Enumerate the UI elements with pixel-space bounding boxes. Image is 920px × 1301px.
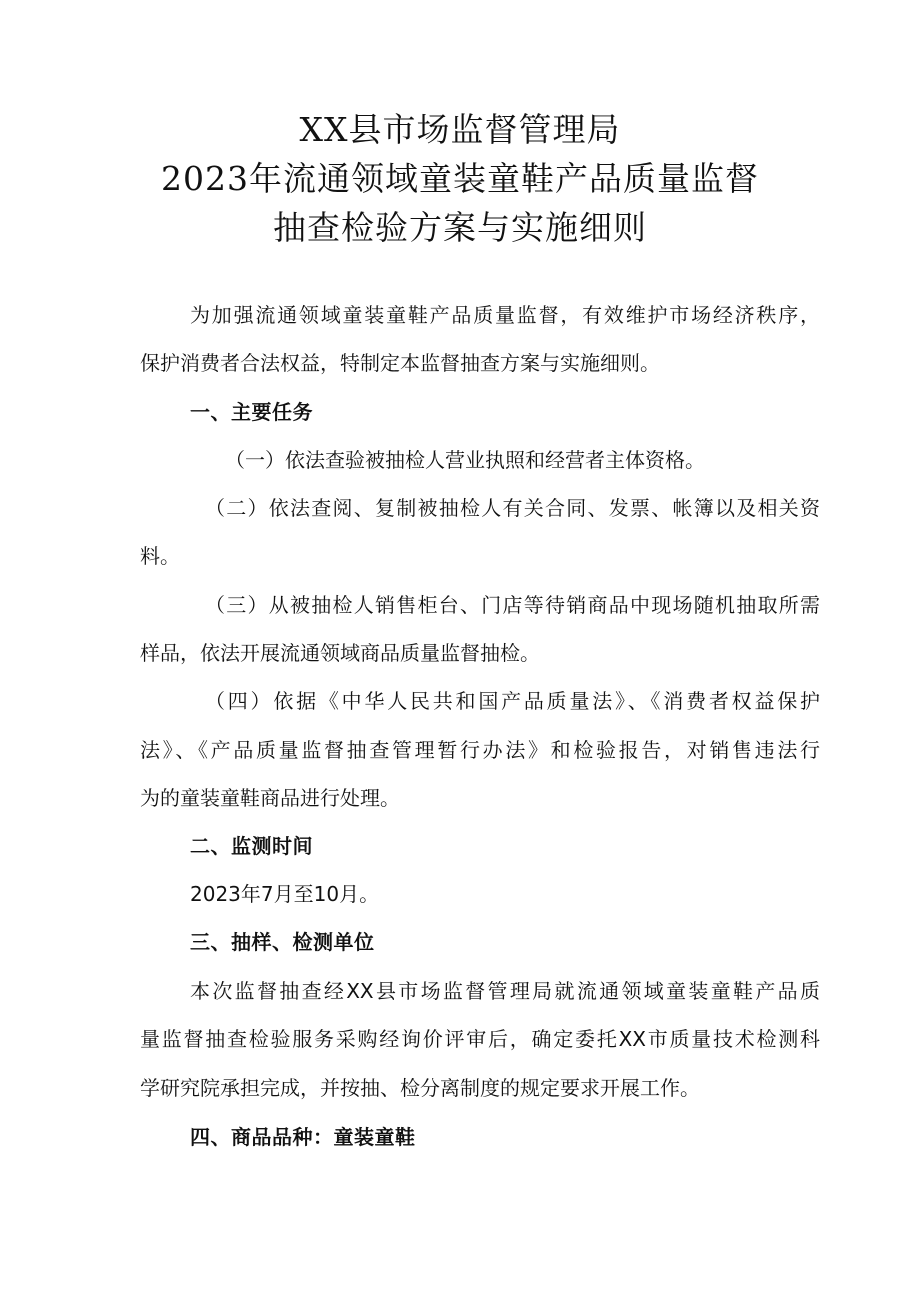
task-item-2-line-1: （二）依法查阅、复制被抽检人有关合同、发票、帐簿以及相关资 — [205, 496, 820, 520]
section-3-heading: 三、抽样、检测单位 — [190, 930, 375, 954]
task-item-2-line-2: 料。 — [140, 544, 180, 568]
task-item-3-line-2: 样品，依法开展流通领域商品质量监督抽检。 — [140, 641, 540, 665]
task-item-4-line-2: 法》、《产品质量监督抽查管理暂行办法》和检验报告，对销售违法行 — [140, 738, 820, 762]
intro-line-1: 为加强流通领域童装童鞋产品质量监督，有效维护市场经济秩序， — [190, 303, 820, 327]
title-line-2: 2023年流通领域童装童鞋产品质量监督 — [161, 159, 759, 198]
task-item-3-line-1: （三）从被抽检人销售柜台、门店等待销商品中现场随机抽取所需 — [205, 593, 820, 617]
intro-line-2: 保护消费者合法权益，特制定本监督抽查方案与实施细则。 — [140, 351, 660, 375]
task-item-1: （一）依法查验被抽检人营业执照和经营者主体资格。 — [225, 448, 705, 472]
section-1-heading: 一、主要任务 — [190, 400, 313, 424]
task-item-4-line-1: （四）依据《中华人民共和国产品质量法》、《消费者权益保护 — [205, 689, 820, 713]
sampling-line-3: 学研究院承担完成，并按抽、检分离制度的规定要求开展工作。 — [140, 1076, 700, 1100]
section-2-heading: 二、监测时间 — [190, 834, 313, 858]
sampling-line-2: 量监督抽查检验服务采购经询价评审后，确定委托XX市质量技术检测科 — [140, 1027, 820, 1051]
title-line-1: XX县市场监督管理局 — [299, 110, 621, 149]
sampling-line-1: 本次监督抽查经XX县市场监督管理局就流通领域童装童鞋产品质 — [190, 979, 820, 1003]
task-item-4-line-3: 为的童装童鞋商品进行处理。 — [140, 786, 400, 810]
monitoring-period: 2023年7月至10月。 — [190, 882, 380, 906]
title-line-3: 抽查检验方案与实施细则 — [273, 208, 647, 247]
section-4-heading: 四、商品品种：童装童鞋 — [190, 1125, 416, 1149]
